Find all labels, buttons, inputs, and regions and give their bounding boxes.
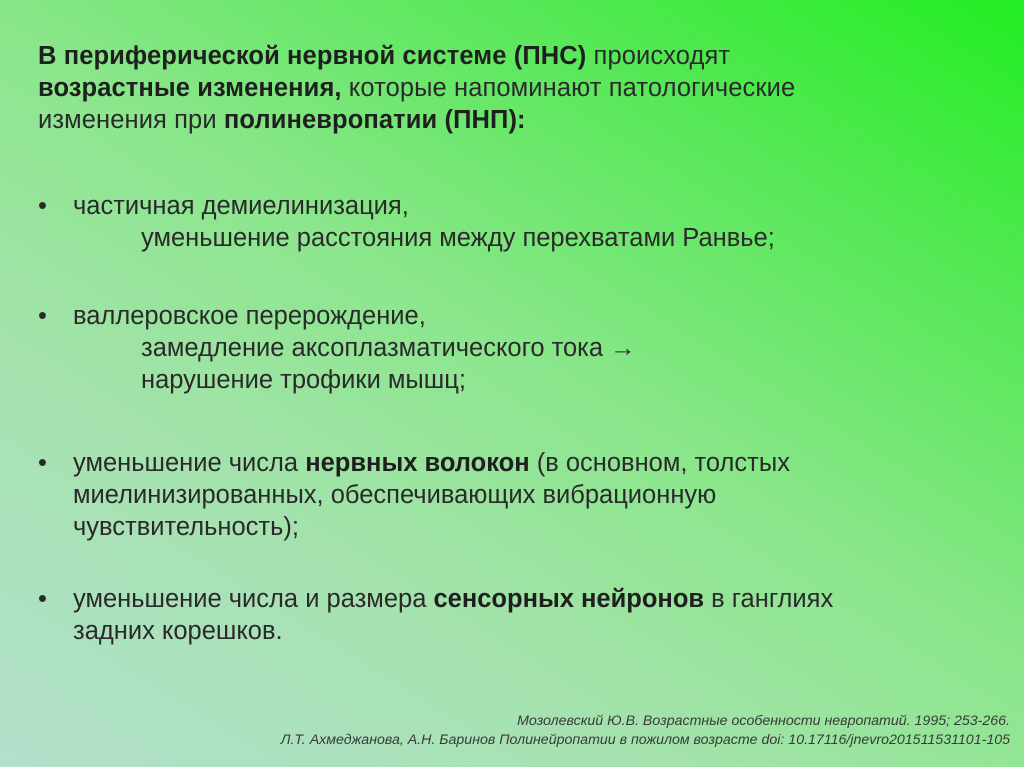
bullet-dot-icon: • [38, 585, 47, 613]
bullet-text: (в основном, толстых [529, 449, 790, 477]
sub-line: замедление аксоплазматического тока → [141, 334, 636, 362]
title-bold-age-changes: возрастные изменения, [38, 74, 342, 102]
bullet-item-sensory-neurons [38, 583, 988, 647]
bullet-line [38, 447, 988, 479]
bullet-line: миелинизированных, обеспечивающих вибрационную [73, 481, 717, 509]
title-bold-pnp: полиневропатии (ПНП): [223, 106, 526, 134]
bullet-text: в ганглиях [704, 585, 834, 613]
reference-line: Л.Т. Ахмеджанова, А.Н. Баринов Полинейропатии в пожилом возрасте doi: 10.17116/jnevro201511531101-105 [280, 732, 1010, 748]
title-text: происходят [586, 42, 731, 70]
bullet-line [38, 190, 988, 222]
title-text: изменения при [38, 106, 224, 134]
sub-line: уменьшение расстояния между перехватами Ранвье; [141, 224, 775, 252]
bullet-bold-text: сенсорных нейронов [433, 585, 705, 613]
bullet-item-demyelination [38, 190, 988, 254]
title-line-1 [38, 40, 998, 72]
title-text: которые напоминают патологические [341, 74, 796, 102]
bullet-text: уменьшение числа [73, 449, 306, 477]
bullet-dot-icon: • [38, 192, 47, 220]
bullet-item-wallerian [38, 300, 988, 396]
references [281, 712, 1010, 750]
bullet-line: чувствительность); [73, 513, 299, 541]
bullet-dot-icon: • [38, 302, 47, 330]
bullet-dot-icon: • [38, 449, 47, 477]
bullet-text: частичная демиелинизация, [73, 192, 409, 220]
bullet-bold-text: нервных волокон [305, 449, 530, 477]
sub-line: нарушение трофики мышц; [141, 366, 466, 394]
bullet-line [38, 300, 988, 332]
bullet-line: задних корешков. [73, 617, 283, 645]
bullet-text: валлеровское перерождение, [73, 302, 426, 330]
title-bold-pns: В периферической нервной системе (ПНС) [38, 42, 587, 70]
title-line-3 [38, 104, 998, 136]
bullet-text: уменьшение числа и размера [73, 585, 434, 613]
bullet-line [38, 583, 988, 615]
title-line-2 [38, 72, 998, 104]
slide-title [38, 40, 998, 136]
bullet-item-nerve-fibers [38, 447, 988, 543]
reference-line: Мозолевский Ю.В. Возрастные особенности невропатий. 1995; 253-266. [517, 713, 1010, 729]
